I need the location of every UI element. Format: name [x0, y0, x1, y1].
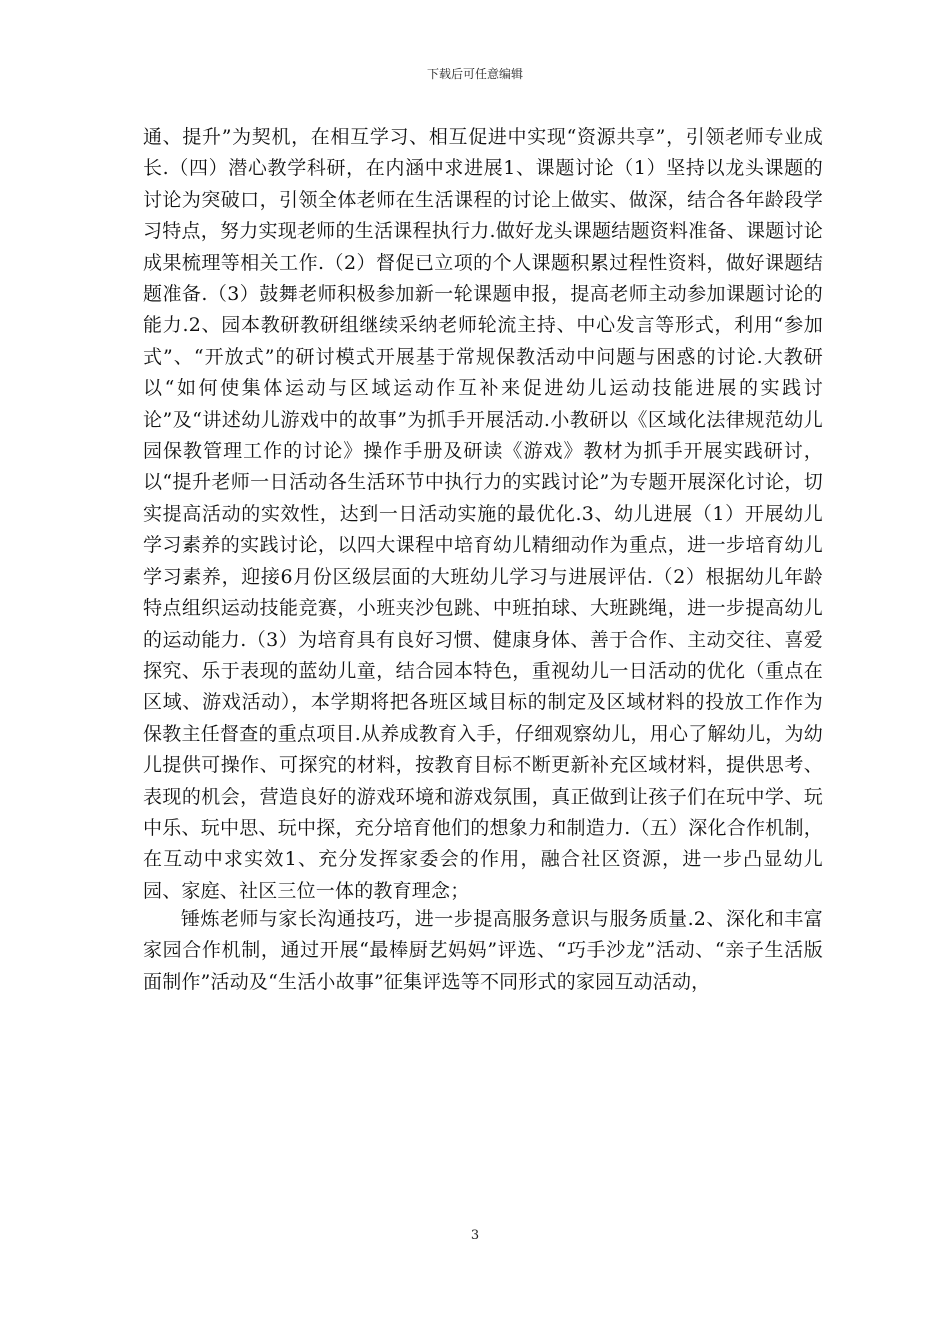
page-number: 3	[470, 1228, 480, 1243]
page-header: 下载后可任意编辑	[426, 67, 523, 81]
body-paragraph-2: 锤炼老师与家长沟通技巧，进一步提高服务意识与服务质量.2、深化和丰富家园合作机制，通过开展“最棒厨艺妈妈”评选、“巧手沙龙”活动、“亲子生活版面制作”活动及“生活小故事”征集评选等不同形式的家园互动活动，	[143, 908, 823, 993]
body-paragraph-1: 通、提升”为契机，在相互学习、相互促进中实现“资源共享”，引领老师专业成长.（四）潜心教学科研，在内涵中求进展1、课题讨论（1）坚持以龙头课题的讨论为突破口，引领全体老师在生活课程的讨论上做实、做深，结合各年龄段学习特点，努力实现老师的生活课程执行力.做好龙头课题结题资料准备、课题讨论成果梳理等相关工作.（2）督促已立项的个人课题积累过程性资料，做好课题结题准备.（3）鼓舞老师积极参加新一轮课题申报，提高老师主动参加课题讨论的能力.2、园本教研教研组继续采纳老师轮流主持、中心发言等形式，利用“参加式”、“开放式”的研讨模式开展基于常规保教活动中问题与困惑的讨论.大教研以“如何使集体运动与区域运动作互补来促进幼儿运动技能进展的实践讨论”及“讲述幼儿游戏中的故事”为抓手开展活动.小教研以《区域化法律规范幼儿园保教管理工作的讨论》操作手册及研读《游戏》教材为抓手开展实践研讨，以“提升老师一日活动各生活环节中执行力的实践讨论”为专题开展深化讨论，切实提高活动的实效性，达到一日活动实施的最优化.3、幼儿进展（1）开展幼儿学习素养的实践讨论，以四大课程中培育幼儿精细动作为重点，进一步培育幼儿学习素养，迎接6月份区级层面的大班幼儿学习与进展评估.（2）根据幼儿年龄特点组织运动技能竞赛，小班夹沙包跳、中班拍球、大班跳绳，进一步提高幼儿的运动能力.（3）为培育具有良好习惯、健康身体、善于合作、主动交往、喜爱探究、乐于表现的蓝幼儿童，结合园本特色，重视幼儿一日活动的优化（重点在区域、游戏活动），本学期将把各班区域目标的制定及区域材料的投放工作作为保教主任督查的重点项目.从养成教育入手，仔细观察幼儿，用心了解幼儿，为幼儿提供可操作、可探究的材料，按教育目标不断更新补充区域材料，提供思考、表现的机会，营造良好的游戏环境和游戏氛围，真正做到让孩子们在玩中学、玩中乐、玩中思、玩中探，充分培育他们的想象力和制造力.（五）深化合作机制，在互动中求实效1、充分发挥家委会的作用，融合社区资源，进一步凸显幼儿园、家庭、社区三位一体的教育理念；	[143, 126, 823, 902]
